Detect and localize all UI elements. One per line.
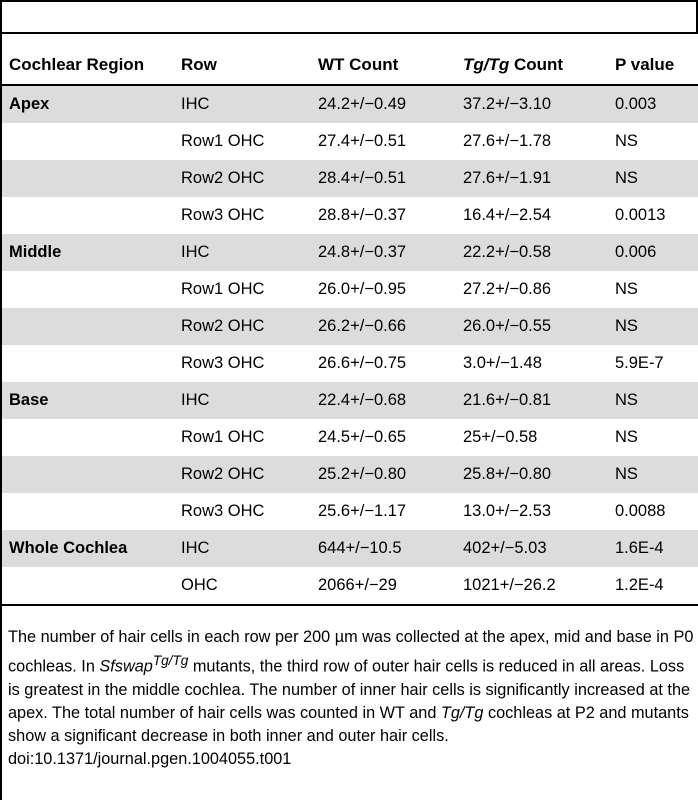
top-rule (0, 0, 698, 2)
cell-region (2, 567, 174, 605)
cell-p-value: NS (608, 308, 698, 345)
table-row (2, 160, 698, 197)
cell-p-value: 0.0088 (615, 502, 666, 520)
cell-region: Base (2, 382, 174, 419)
cell-row: Row2 OHC (174, 456, 311, 493)
table-row (2, 234, 698, 271)
cell-wt-count: 25.2+/−0.80 (311, 456, 456, 493)
cell-p-value: NS (615, 280, 638, 298)
hair-cell-count-table (2, 45, 698, 606)
cell-region (2, 271, 174, 308)
cell-row: IHC (174, 530, 311, 567)
table-row (2, 567, 698, 605)
cell-row: OHC (174, 567, 311, 605)
table-row (2, 493, 698, 530)
cell-tg-count: 16.4+/−2.54 (463, 206, 552, 224)
table-row (2, 123, 698, 160)
cell-wt-count: 24.2+/−0.49 (311, 85, 456, 123)
header-wt-count: WT Count (311, 45, 456, 85)
cell-region (2, 123, 174, 160)
cell-p-value: NS (608, 382, 698, 419)
cell-tg-count: 25+/−0.58 (463, 428, 538, 446)
cell-region (2, 345, 174, 382)
cell-row: Row3 OHC (181, 502, 265, 520)
table-body (2, 85, 698, 605)
cell-wt-count: 2066+/−29 (311, 567, 456, 605)
cell-row: IHC (174, 234, 311, 271)
table-row (2, 85, 698, 123)
table-row (2, 382, 698, 419)
cell-region (2, 419, 174, 456)
cell-tg-count: 27.6+/−1.78 (463, 132, 552, 150)
cell-region: Whole Cochlea (2, 530, 174, 567)
cell-row: Row3 OHC (181, 354, 265, 372)
cell-row: Row2 OHC (174, 160, 311, 197)
cell-p-value: NS (615, 428, 638, 446)
cell-tg-count: 402+/−5.03 (456, 530, 608, 567)
table-row (2, 345, 698, 382)
caption-genotype: Tg/Tg (440, 704, 484, 723)
cell-p-value: 0.003 (608, 85, 698, 123)
cell-tg-count: 37.2+/−3.10 (456, 85, 608, 123)
cell-p-value: 0.006 (608, 234, 698, 271)
caption-part1: The number of hair cells in each row per 200 µm was collected at the apex, mid and base in P0 cochleas. In (8, 628, 694, 676)
table-header-row (2, 45, 698, 85)
cell-row: Row3 OHC (181, 206, 265, 224)
header-separator-rule (0, 32, 698, 34)
cell-row: Row1 OHC (181, 280, 265, 298)
cell-row: IHC (174, 382, 311, 419)
cell-wt-count: 25.6+/−1.17 (318, 502, 407, 520)
cell-p-value: 1.2E-4 (608, 567, 698, 605)
cell-tg-count: 27.2+/−0.86 (463, 280, 552, 298)
caption-gene: Sfswap (99, 657, 153, 676)
cell-tg-count: 22.2+/−0.58 (456, 234, 608, 271)
cell-wt-count: 28.8+/−0.37 (318, 206, 407, 224)
cell-wt-count: 26.0+/−0.95 (318, 280, 407, 298)
header-cochlear-region: Cochlear Region (2, 45, 174, 85)
cell-region (2, 456, 174, 493)
cell-region (2, 197, 174, 234)
cell-region (2, 160, 174, 197)
cell-p-value: 5.9E-7 (615, 354, 664, 372)
table-row (2, 271, 698, 308)
cell-tg-count: 21.6+/−0.81 (456, 382, 608, 419)
cell-row: Row2 OHC (174, 308, 311, 345)
header-p-value: P value (608, 45, 698, 85)
header-tg-count-label: Count (514, 54, 564, 74)
caption-gene-superscript: Tg/Tg (152, 653, 189, 669)
caption-doi: doi:10.1371/journal.pgen.1004055.t001 (8, 750, 292, 769)
cell-wt-count: 26.2+/−0.66 (311, 308, 456, 345)
cell-p-value: 1.6E-4 (608, 530, 698, 567)
cell-wt-count: 644+/−10.5 (311, 530, 456, 567)
cell-region (2, 308, 174, 345)
table-row (2, 419, 698, 456)
cell-wt-count: 22.4+/−0.68 (311, 382, 456, 419)
cell-wt-count: 24.5+/−0.65 (318, 428, 407, 446)
cell-p-value: 0.0013 (615, 206, 666, 224)
cell-wt-count: 27.4+/−0.51 (318, 132, 407, 150)
cell-p-value: NS (615, 132, 638, 150)
cell-tg-count: 3.0+/−1.48 (463, 354, 542, 372)
caption-part3: cochleas at P2 and mutants show a significant decrease in both inner and outer hair cells. (8, 704, 689, 746)
cell-region: Middle (2, 234, 174, 271)
cell-tg-count: 13.0+/−2.53 (463, 502, 552, 520)
cell-region: Apex (2, 85, 174, 123)
cell-p-value: NS (608, 160, 698, 197)
table-row (2, 530, 698, 567)
cell-wt-count: 26.6+/−0.75 (318, 354, 407, 372)
header-tg-genotype: Tg/Tg (463, 54, 510, 74)
cell-row: Row1 OHC (181, 132, 265, 150)
header-tg-count (456, 45, 608, 85)
caption-text (8, 626, 694, 748)
cell-row: Row1 OHC (181, 428, 265, 446)
cell-region (2, 493, 174, 530)
table-row (2, 456, 698, 493)
table-caption (8, 626, 694, 772)
cell-tg-count: 1021+/−26.2 (456, 567, 608, 605)
cell-tg-count: 25.8+/−0.80 (456, 456, 608, 493)
table-row (2, 308, 698, 345)
cell-tg-count: 26.0+/−0.55 (456, 308, 608, 345)
cell-wt-count: 28.4+/−0.51 (311, 160, 456, 197)
cell-p-value: NS (608, 456, 698, 493)
table-row (2, 197, 698, 234)
cell-tg-count: 27.6+/−1.91 (456, 160, 608, 197)
cell-wt-count: 24.8+/−0.37 (311, 234, 456, 271)
header-row: Row (174, 45, 311, 85)
caption-part2: mutants, the third row of outer hair cells is reduced in all areas. Loss is greatest in the middle cochlea. The number of inner hair cells is significantly increased at the apex. The total number of hair cells was counted in WT and (8, 657, 691, 723)
cell-row: IHC (174, 85, 311, 123)
